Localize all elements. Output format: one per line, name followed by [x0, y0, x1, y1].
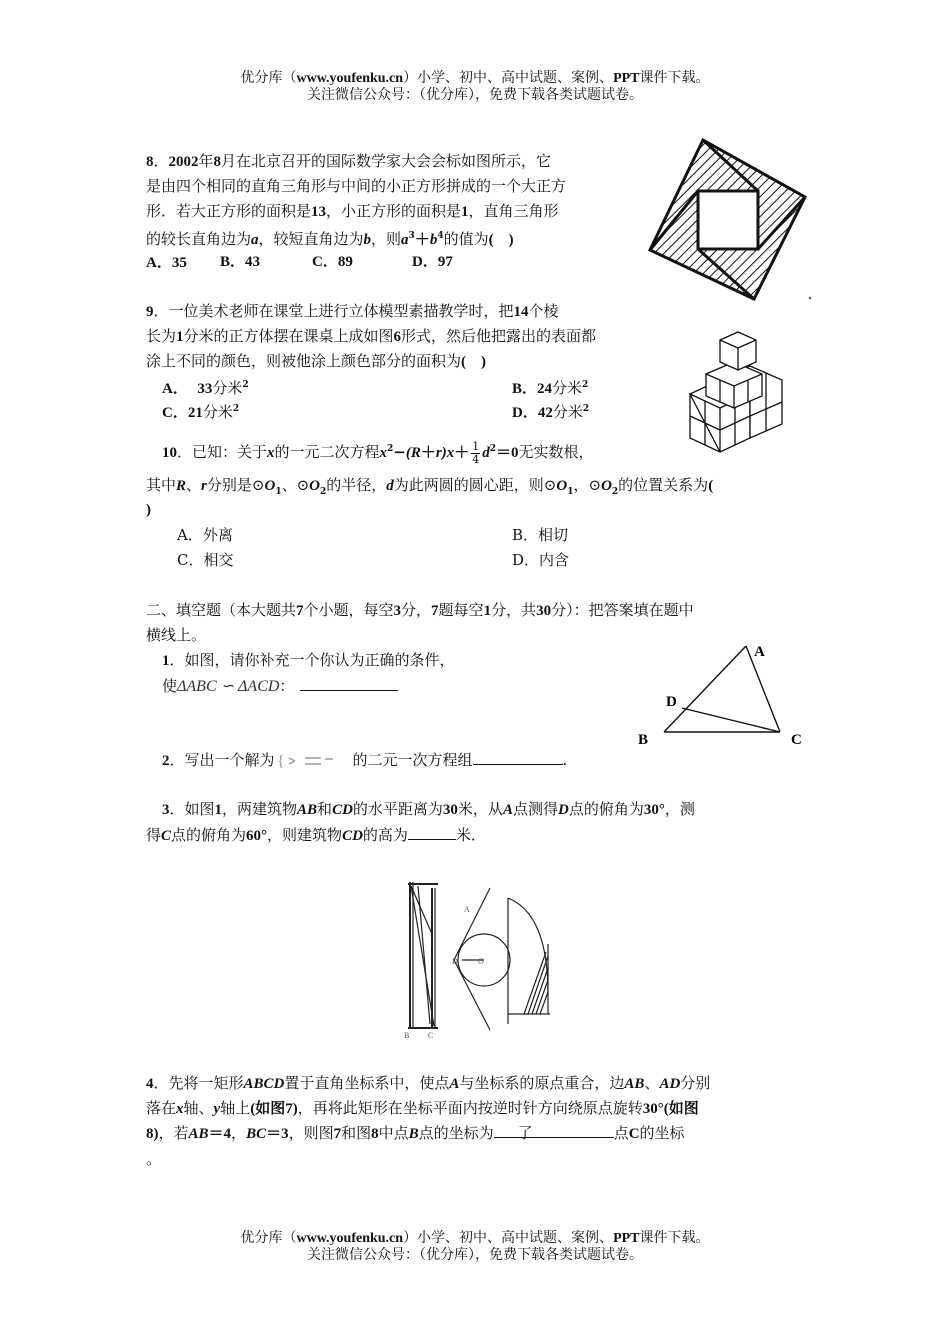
- option-b: B．43: [220, 254, 261, 270]
- option-c: C．21分米$^2$: [162, 403, 240, 421]
- header-line-1: 优分库（www.youfenku.cn）小学、初中、高中试题、案例、PPT课件下载。: [240, 70, 710, 86]
- svg-text:O: O: [478, 957, 484, 966]
- blurred-solution-formula: [275, 751, 353, 771]
- svg-text:C: C: [428, 1031, 434, 1040]
- label-B: B: [638, 732, 649, 748]
- fill-question-2: 2．写出一个解为 { 的二元一次方程组 .: [162, 748, 567, 772]
- footer-line-2: 关注微信公众号：（优分库），免费下载各类试题试卷。: [307, 1247, 643, 1263]
- option-c: C．89: [312, 254, 353, 270]
- answer-blank[interactable]: [473, 748, 563, 765]
- q8-windmill-figure: [640, 138, 820, 306]
- q3-building-figures: [400, 874, 560, 1044]
- svg-text:B: B: [404, 1031, 410, 1040]
- answer-blank[interactable]: 了: [494, 1122, 614, 1138]
- option-b: B．24分米$^2$: [512, 379, 589, 397]
- page-header: [0, 70, 950, 104]
- label-D: D: [666, 694, 677, 710]
- fraction-one-quarter: $\frac{1}{4}$: [472, 439, 480, 466]
- label-C: C: [791, 732, 802, 748]
- page-footer: [0, 1230, 950, 1264]
- option-d: D．内含: [512, 551, 570, 569]
- footer-line-1: 优分库（www.youfenku.cn）小学、初中、高中试题、案例、PPT课件下载。: [240, 1230, 710, 1246]
- option-d: D．97: [412, 254, 453, 270]
- triangle-abcd-figure: [636, 638, 808, 750]
- label-A: A: [754, 644, 765, 660]
- option-a: A．外离: [177, 526, 233, 544]
- svg-text:{: {: [276, 753, 285, 770]
- option-a: A． 33分米$^2$: [162, 379, 249, 397]
- header-line-2: 关注微信公众号：（优分库），免费下载各类试题试卷。: [307, 87, 643, 103]
- answer-blank[interactable]: [300, 674, 398, 691]
- svg-text:D: D: [452, 957, 458, 966]
- svg-text:A: A: [464, 905, 470, 914]
- option-b: B．相切: [512, 526, 569, 544]
- q9-cube-stack-figure: [682, 318, 800, 460]
- option-c: C．相交: [177, 551, 234, 569]
- option-d: D．42分米$^2$: [512, 403, 590, 421]
- option-a: A．35: [146, 255, 187, 271]
- answer-blank[interactable]: [408, 823, 456, 840]
